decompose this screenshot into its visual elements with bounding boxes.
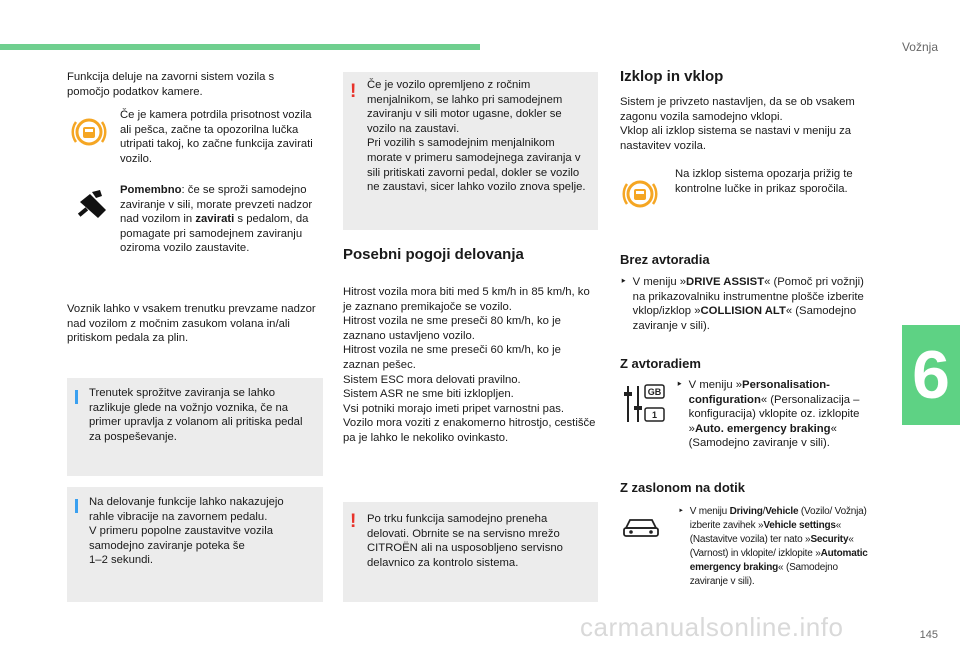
system-off-lamp-icon (622, 176, 658, 212)
note-1-text: Trenutek sprožitve zaviranja se lahko razlikuje glede na vožnjo voznika, če na primer upravlja z volanom ali pritiska pedal za pospeševanje. (89, 387, 303, 443)
arrow-bullet-icon: ‣ (676, 379, 683, 391)
no-radio-text: V meniju »DRIVE ASSIST« (Pomoč pri vožnji) na prikazovalniku instrumentne plošče izberite vklop/izklop »COLLISION ALT« (Samodejno zaviranje v sili). (632, 276, 864, 332)
note-box-1 (67, 378, 323, 476)
watermark: carmanualsonline.info (580, 612, 844, 642)
warning-box-2 (343, 502, 598, 602)
toggle-intro: Sistem je privzeto nastavljen, da se ob vsakem zagonu vozila samodejno vklopi. Vklop ali izklop sistema se nastavi v meniju za nastavitev vozila. (620, 96, 855, 152)
arrow-bullet-icon: ‣ (620, 276, 627, 288)
header-accent-bar (0, 44, 480, 50)
radio-text: V meniju »Personalisation-configuration« (Personalizacija – konfiguracija) vklopite oz. izklopite »Auto. emergency braking« (Samodejno zaviranje v sili). (688, 379, 860, 450)
warning-icon: ! (350, 511, 357, 532)
touchscreen-text: V meniju Driving/Vehicle (Vozilo/ Vožnja) izberite zavihek »Vehicle settings« (Nastavitve vozila) ter nato »Security« (Varnost) in vklopite/ izklopite »Automatic emergency braking« (Samodejno zaviranje v sili). (689, 506, 868, 587)
settings-sliders-icon (622, 382, 666, 426)
chapter-tab: 6 (902, 325, 960, 425)
no-radio-instruction (620, 275, 875, 333)
important-part-2: s pedalom, da pomagate pri samodejnem zaviranju oziroma vozilo zaustavite. (120, 213, 309, 255)
important-text (120, 183, 316, 256)
info-note-icon (75, 390, 78, 404)
hand-foot-icon (76, 188, 110, 222)
touchscreen-instruction (678, 505, 876, 589)
warning-1-text: Če je vozilo opremljeno z ročnim menjalnikom, se lahko pri samodejnem zaviranju v sili motor ugasne, dokler se vozilo na zaustavi. Pri vozilih s samodejnim menjalnikom morate v primeru samodejnega zaviranja v sili pritiskati zavorni pedal, dokler se vozilo ne zaustavi, sicer lahko vozilo znova spelje. (367, 79, 586, 194)
warning-icon: ! (350, 81, 357, 102)
note-2-text: Na delovanje funkcije lahko nakazujejo rahle vibracije na zavornem pedalu. V primeru popolne zaustavitve vozila samodejno zaviranje poteka še 1–2 sekundi. (89, 496, 284, 567)
important-part-1: : če se sproži samodejno zaviranje v sili, morate prevzeti nadzor nad vozilom in (120, 184, 313, 226)
important-label: Pomembno (120, 184, 182, 196)
toggle-heading: Izklop in vklop (620, 68, 724, 85)
driver-override-text: Voznik lahko v vsakem trenutku prevzame nadzor nad vozilom z močnim zasukom volana in/ali pritiskom pedala za plin. (67, 303, 316, 345)
radio-heading: Z avtoradiem (620, 356, 701, 371)
warning-box-1 (343, 72, 598, 230)
arrow-bullet-icon: ‣ (678, 506, 684, 517)
special-conditions-heading: Posebni pogoji delovanja (343, 246, 524, 263)
collision-warning-lamp-icon (71, 114, 107, 150)
section-title: Vožnja (901, 40, 938, 54)
touchscreen-heading: Z zaslonom na dotik (620, 480, 745, 495)
lamp-text: Na izklop sistema opozarja prižig te kontrolne lučke in prikaz sporočila. (675, 168, 853, 195)
car-icon (622, 514, 660, 540)
gb-label: GB (647, 387, 662, 397)
intro-text: Funkcija deluje na zavorni sistem vozila s pomočjo podatkov kamere. (67, 71, 275, 98)
page-number: 145 (919, 629, 938, 641)
one-label: 1 (651, 410, 658, 420)
radio-instruction (676, 378, 876, 451)
camera-text: Če je kamera potrdila prisotnost vozila ali pešca, začne ta opozorilna lučka utripati takoj, ko začne funkcija zavirati vozilo. (120, 109, 313, 165)
conditions-text: Hitrost vozila mora biti med 5 km/h in 85 km/h, ko je zaznano premikajoče se vozilo. Hitrost vozila ne sme preseči 80 km/h, ko je zaznano ustavljeno vozilo. Hitrost vozila ne sme preseči 60 km/h, ko je zaznan pešec. Sistem ESC mora delovati pravilno. Sistem ASR ne sme biti izklopljen. Vsi potniki morajo imeti pripet varnostni pas. Vozilo mora voziti z enakomerno hitrostjo, cestišče pa je lahko le nekoliko ovinkasto. (343, 286, 596, 444)
warning-2-text: Po trku funkcija samodejno preneha delovati. Obrnite se na servisno mrežo CITROËN ali na usposobljeno servisno delavnico za kontrolo sistema. (367, 513, 563, 569)
note-box-2 (67, 487, 323, 602)
important-brake: zavirati (195, 213, 235, 226)
info-note-icon (75, 499, 78, 513)
no-radio-heading: Brez avtoradia (620, 252, 710, 267)
